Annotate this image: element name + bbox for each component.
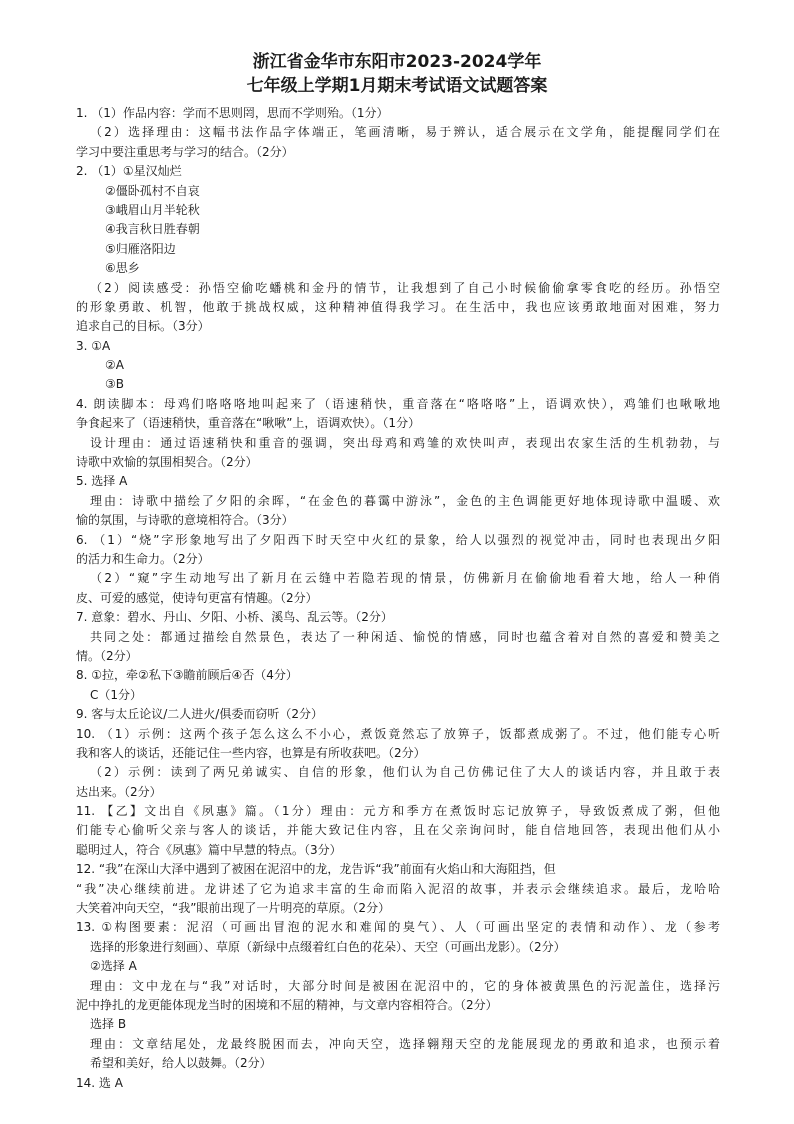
text-line: 理由：诗歌中描绘了夕阳的余晖，“在金色的暮霭中游泳”，金色的主色调能更好地体现诗歌中温暖、欢 — [90, 493, 720, 508]
text-line: 达出来。（2分） — [76, 784, 162, 799]
text-line: 们能专心偷听父亲与客人的谈话，并能大致记住内容，且在父亲询问时，能自信地回答，表现出他们从小 — [76, 823, 720, 838]
text-line: ②选择 A — [90, 959, 137, 974]
text-line: 12. “我”在深山大泽中遇到了被困在泥沼中的龙，龙告诉“我”前面有火焰山和大海阻挡，但 — [76, 862, 556, 877]
text-line: 7. 意象：碧水、丹山、夕阳、小桥、溪鸟、乱云等。（2分） — [76, 610, 393, 625]
text-line: 9. 客与太丘论议/二人进火/俱委而窃听（2分） — [76, 707, 323, 722]
text-line: 诗歌中欢愉的氛围相契合。（2分） — [76, 455, 258, 470]
text-line: ②僵卧孤村不自哀 — [105, 183, 200, 198]
text-line: ③B — [105, 377, 124, 392]
text-line: 5. 选择 A — [76, 474, 128, 489]
text-line: 选择的形象进行刻画）、草原（新绿中点缀着红白色的花朵）、天空（可画出龙影）。（2分） — [90, 939, 566, 954]
text-line: 争食起来了（语速稍快，重音落在“啾啾”上，语调欢快）。（1分） — [76, 416, 421, 431]
text-line: 2. （1）①星汉灿烂 — [76, 164, 182, 179]
text-line: 理由：文章结尾处，龙最终脱困而去，冲向天空，选择翱翔天空的龙能展现龙的勇敢和追求，也预示着 — [90, 1036, 720, 1051]
text-line: ⑤归雁洛阳边 — [105, 241, 176, 256]
text-line: 8. ①拉，牵②私下③瞻前顾后④否（4分） — [76, 668, 298, 683]
text-line: （2）阅读感受：孙悟空偷吃蟠桃和金丹的情节，让我想到了自己小时候偷偷拿零食吃的经历。孙悟空 — [90, 280, 720, 295]
text-line: 11. 【乙】文出自《夙惠》篇。（1分）理由：元方和季方在煮饭时忘记放箅子，导致饭煮成了粥，但他 — [76, 804, 720, 819]
text-line: 希望和美好，给人以鼓舞。（2分） — [90, 1056, 272, 1071]
text-line: 愉的氛围，与诗歌的意境相符合。（3分） — [76, 513, 294, 528]
text-line: 4. 朗读脚本：母鸡们咯咯咯地叫起来了（语速稍快，重音落在“咯咯咯”上，语调欢快），鸡雏们也啾啾地 — [76, 396, 720, 411]
text-line: 选择 B — [90, 1017, 127, 1032]
text-line: 泥中挣扎的龙更能体现龙当时的困境和不屈的精神，与文章内容相符合。（2分） — [76, 997, 498, 1012]
text-line: 皮、可爱的感觉，使诗句更富有情趣。（2分） — [76, 590, 318, 605]
text-line: 3. ①A — [76, 338, 111, 353]
text-line: （2）选择理由：这幅书法作品字体端正，笔画清晰，易于辨认，适合展示在文学角，能提醒同学们在 — [90, 125, 720, 140]
text-line: 6. （1）“烧”字形象地写出了夕阳西下时天空中火红的景象，给人以强烈的视觉冲击，同时也表现出夕阳 — [76, 532, 720, 547]
title-line-2: 七年级上学期1月期末考试语文试题答案 — [246, 76, 548, 96]
text-line: 13. ①构图要素：泥沼（可画出冒泡的泥水和难闻的臭气）、人（可画出坚定的表情和动作）、龙（参考 — [76, 920, 720, 935]
text-line: 理由：文中龙在与“我”对话时，大部分时间是被困在泥沼中的，它的身体被黄黑色的污泥盖住，选择污 — [90, 978, 720, 993]
text-line: 1. （1）作品内容：学而不思则罔，思而不学则殆。（1分） — [76, 106, 389, 120]
text-line: ⑥思乡 — [105, 261, 140, 276]
answer-body — [76, 104, 720, 1093]
text-line: 追求自己的目标。（3分） — [76, 319, 210, 334]
text-line: 设计理由：通过语速稍快和重音的强调，突出母鸡和鸡雏的欢快叫声，表现出农家生活的生机勃勃，与 — [90, 435, 720, 450]
text-line: （2）“窥”字生动地写出了新月在云缝中若隐若现的情景，仿佛新月在偷偷地看着大地，给人一种俏 — [90, 571, 720, 586]
text-line: C（1分） — [90, 687, 143, 702]
text-line: ③峨眉山月半轮秋 — [105, 202, 200, 217]
text-line: 我和客人的谈话，还能记住一些内容，也算是有所收获吧。（2分） — [76, 745, 426, 760]
text-line: 情。（2分） — [76, 648, 138, 663]
text-line: 大笑着冲向天空，“我”眼前出现了一片明亮的草原。（2分） — [76, 901, 391, 916]
text-line: 的形象勇敢、机智，他敢于挑战权威，这种精神值得我学习。在生活中，我也应该勇敢地面对困难，努力 — [76, 299, 720, 314]
text-line: 共同之处：都通过描绘自然景色，表达了一种闲适、愉悦的情感，同时也蕴含着对自然的喜爱和赞美之 — [90, 629, 720, 644]
document-title — [0, 50, 794, 98]
text-line: ④我言秋日胜春朝 — [105, 222, 200, 237]
text-line: （2）示例：读到了两兄弟诚实、自信的形象，他们认为自己仿佛记住了大人的谈话内容，并且敢于表 — [90, 765, 720, 780]
text-line: 的活力和生命力。（2分） — [76, 551, 210, 566]
text-line: 14. 选 A — [76, 1075, 123, 1090]
text-line: 10. （1）示例：这两个孩子怎么这么不小心，煮饭竟然忘了放箅子，饭都煮成粥了。不过，他们能专心听 — [76, 726, 720, 741]
text-line: 学习中要注重思考与学习的结合。（2分） — [76, 144, 294, 159]
text-line: ②A — [105, 358, 124, 373]
title-line-1: 浙江省金华市东阳市2023-2024学年 — [252, 52, 542, 72]
text-line: 聪明过人，符合《夙惠》篇中早慧的特点。（3分） — [76, 842, 342, 857]
text-line: “我”决心继续前进。龙讲述了它为追求丰富的生命而陷入泥沼的故事，并表示会继续追求。最后，龙哈哈 — [76, 881, 720, 896]
